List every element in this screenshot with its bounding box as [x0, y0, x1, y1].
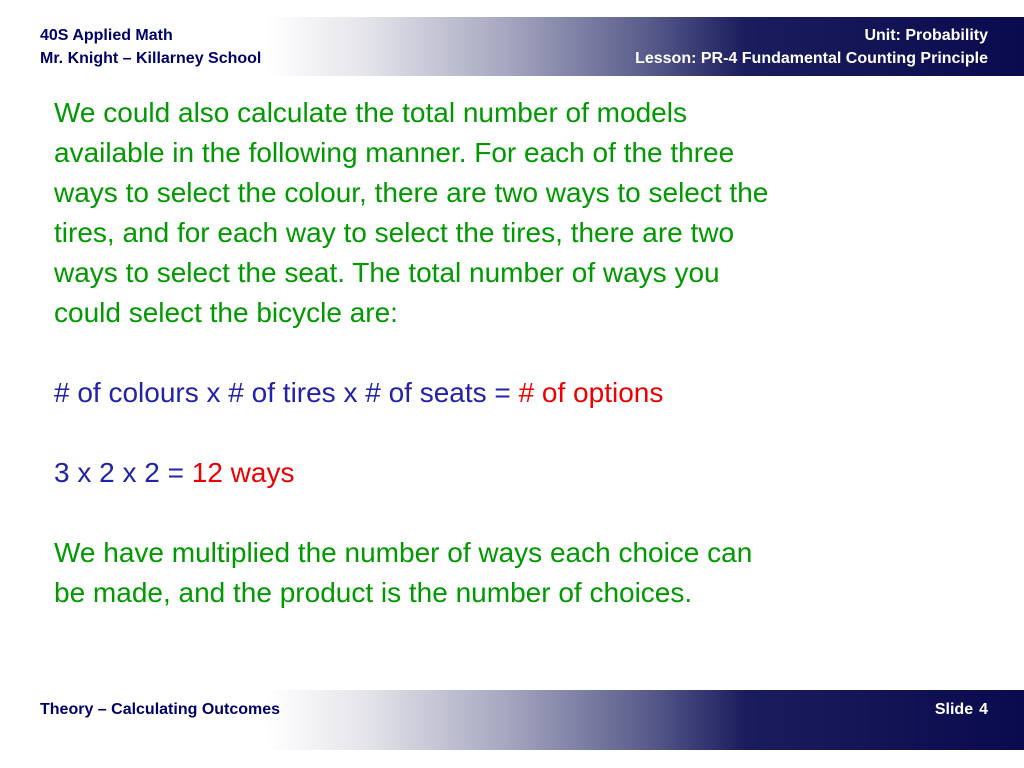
text-line: ways to select the colour, there are two ways to select the	[54, 177, 769, 208]
formula-expression: # of colours x # of tires x # of seats =	[54, 377, 519, 408]
header-right	[635, 24, 988, 70]
header-left	[40, 24, 261, 70]
unit-title: Unit: Probability	[864, 27, 988, 44]
course-title: 40S Applied Math	[40, 27, 173, 44]
text-line: tires, and for each way to select the tires, there are two	[54, 217, 735, 248]
calculation-result: 12 ways	[191, 457, 295, 488]
text-line: ways to select the seat. The total number of ways you	[54, 257, 720, 288]
text-line: be made, and the product is the number of choices.	[54, 577, 693, 608]
teacher-name: Mr. Knight – Killarney School	[40, 50, 262, 67]
lesson-title: Lesson: PR-4 Fundamental Counting Principle	[635, 50, 988, 67]
formula-line	[54, 373, 984, 413]
text-line: could select the bicycle are:	[54, 297, 398, 328]
formula-result: # of options	[518, 377, 664, 408]
intro-paragraph	[54, 93, 984, 333]
slide-content	[54, 93, 984, 613]
calculation-expression: 3 x 2 x 2 =	[54, 457, 192, 488]
slide-indicator	[935, 699, 988, 721]
slide-number: 4	[979, 701, 988, 718]
footer-topic: Theory – Calculating Outcomes	[40, 701, 281, 718]
text-line: We could also calculate the total number of models	[54, 97, 687, 128]
text-line: We have multiplied the number of ways each choice can	[54, 537, 753, 568]
text-line: available in the following manner. For each of the three	[54, 137, 735, 168]
slide-label: Slide	[934, 701, 974, 718]
calculation-line	[54, 453, 984, 493]
conclusion-paragraph	[54, 533, 984, 613]
